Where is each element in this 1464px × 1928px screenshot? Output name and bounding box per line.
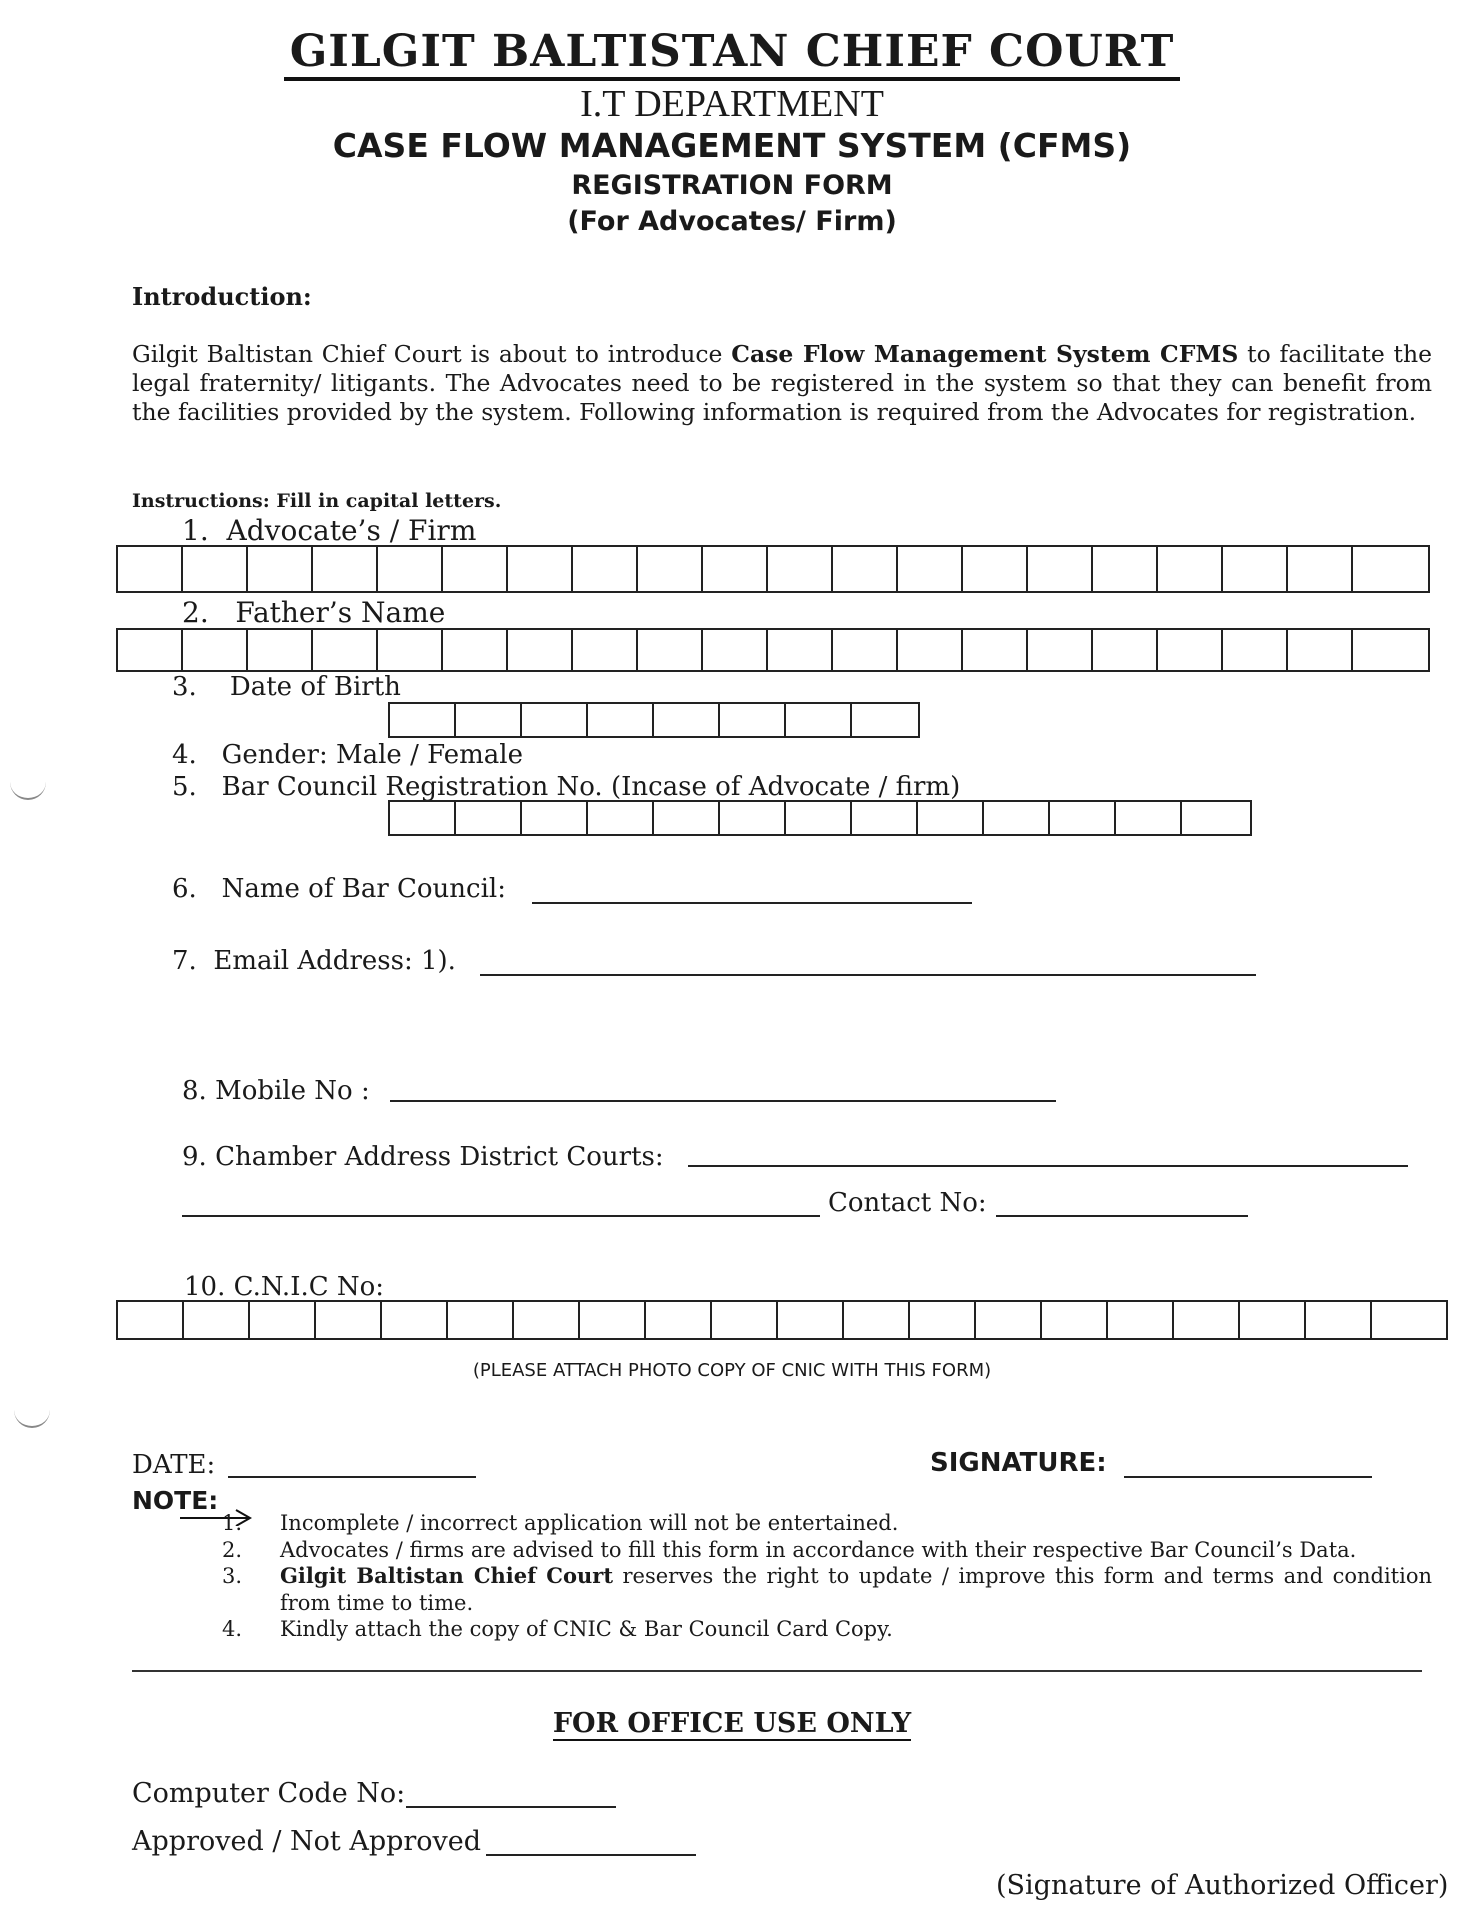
office-use-heading: FOR OFFICE USE ONLY [552,1708,912,1739]
form-subtitle: (For Advocates/ Firm) [567,206,897,237]
digit-box[interactable] [720,704,786,736]
digit-box[interactable] [786,802,852,834]
computer-code-line[interactable] [406,1806,616,1808]
digit-box[interactable] [588,704,654,736]
letter-box[interactable] [248,630,313,670]
fathers-name-boxes[interactable] [116,628,1430,672]
approval-line[interactable] [486,1854,696,1856]
digit-box[interactable] [390,704,456,736]
digit-box[interactable] [448,1302,514,1338]
note-item: 3. Gilgit Baltistan Chief Court reserves the right to update / improve this form and terms and condition from time to time. [222,1563,1433,1615]
letter-box[interactable] [898,547,963,591]
letter-box[interactable] [573,547,638,591]
note-item: 2. Advocates / firms are advised to fill this form in accordance with their respective Bar Council’s Data. [222,1537,1357,1562]
punch-hole-mark [14,1406,50,1428]
letter-box[interactable] [1288,630,1353,670]
signature-label: SIGNATURE: [930,1448,1107,1478]
system-name: CASE FLOW MANAGEMENT SYSTEM (CFMS) [332,126,1132,165]
punch-hole-mark [10,778,46,800]
section-divider [132,1670,1422,1672]
contact-line[interactable] [996,1215,1248,1217]
letter-box[interactable] [183,630,248,670]
introduction-heading: Introduction: [132,282,312,311]
field-8-label: 8. Mobile No : [182,1076,370,1106]
letter-box[interactable] [638,630,703,670]
cnic-attach-note: (PLEASE ATTACH PHOTO COPY OF CNIC WITH THIS FORM) [472,1360,992,1381]
letter-box[interactable] [443,630,508,670]
digit-box[interactable] [316,1302,382,1338]
digit-box[interactable] [786,704,852,736]
digit-box[interactable] [250,1302,316,1338]
field-3-label: 3. Date of Birth [172,672,401,702]
department-name: I.T DEPARTMENT [580,83,884,125]
digit-box[interactable] [1240,1302,1306,1338]
letter-box[interactable] [1353,630,1428,670]
digit-box[interactable] [976,1302,1042,1338]
court-title: GILGIT BALTISTAN CHIEF COURT [0,26,1464,77]
digit-box[interactable] [654,802,720,834]
letter-box[interactable] [573,630,638,670]
field-6-label: 6. Name of Bar Council: [172,874,506,904]
letter-box[interactable] [443,547,508,591]
letter-box[interactable] [378,630,443,670]
note-item: 4. Kindly attach the copy of CNIC & Bar Council Card Copy. [222,1617,893,1641]
note-item: 1. Incomplete / incorrect application will not be entertained. [222,1511,899,1535]
digit-box[interactable] [514,1302,580,1338]
digit-box[interactable] [390,802,456,834]
digit-box[interactable] [456,802,522,834]
instructions: Instructions: Fill in capital letters. [132,490,502,512]
introduction-text: Gilgit Baltistan Chief Court is about to introduce Case Flow Management System CFMS to facilitate the legal fraternity/ litigants. The Advocates need to be registered in the system so that they can benefit from the facilities provided by the system. Following information is required from the Advocates for registration. [132,340,1433,426]
digit-box[interactable] [184,1302,250,1338]
letter-box[interactable] [1353,547,1428,591]
letter-box[interactable] [1028,547,1093,591]
digit-box[interactable] [852,802,918,834]
bar-council-registration-boxes[interactable] [388,800,1252,836]
field-5-label: 5. Bar Council Registration No. (Incase of Advocate / firm) [172,772,961,802]
digit-box[interactable] [1050,802,1116,834]
letter-box[interactable] [898,630,963,670]
field-9-label: 9. Chamber Address District Courts: [182,1142,664,1172]
chamber-address-line[interactable] [688,1165,1408,1167]
approval-label: Approved / Not Approved [132,1826,482,1857]
date-label: DATE: [132,1450,216,1480]
letter-box[interactable] [963,547,1028,591]
authorized-officer-caption: (Signature of Authorized Officer) [996,1870,1449,1901]
letter-box[interactable] [313,630,378,670]
mobile-line[interactable] [390,1100,1056,1102]
digit-box[interactable] [1116,802,1182,834]
form-name: REGISTRATION FORM [571,170,893,201]
letter-box[interactable] [1093,630,1158,670]
date-of-birth-boxes[interactable] [388,702,920,738]
contact-label: Contact No: [828,1188,987,1218]
letter-box[interactable] [963,630,1028,670]
digit-box[interactable] [1042,1302,1108,1338]
letter-box[interactable] [768,630,833,670]
field-1-label: 1. Advocate’s / Firm [182,514,477,547]
digit-box[interactable] [1182,802,1250,834]
letter-box[interactable] [378,547,443,591]
chamber-address-line-2[interactable] [182,1215,820,1217]
digit-box[interactable] [588,802,654,834]
note-list [222,1510,1432,1643]
letter-box[interactable] [118,630,183,670]
letter-box[interactable] [703,630,768,670]
cnic-boxes[interactable] [116,1300,1448,1340]
digit-box[interactable] [918,802,984,834]
digit-box[interactable] [580,1302,646,1338]
letter-box[interactable] [1093,547,1158,591]
digit-box[interactable] [1372,1302,1446,1338]
digit-box[interactable] [646,1302,712,1338]
computer-code-label: Computer Code No: [132,1778,406,1809]
field-7-label: 7. Email Address: 1). [172,946,456,976]
digit-box[interactable] [910,1302,976,1338]
digit-box[interactable] [852,704,918,736]
digit-box[interactable] [778,1302,844,1338]
signature-line[interactable] [1124,1476,1372,1478]
letter-box[interactable] [1028,630,1093,670]
digit-box[interactable] [654,704,720,736]
date-line[interactable] [228,1476,476,1478]
digit-box[interactable] [456,704,522,736]
letter-box[interactable] [1158,630,1223,670]
letter-box[interactable] [1223,630,1288,670]
letter-box[interactable] [1288,547,1353,591]
letter-box[interactable] [508,630,573,670]
letter-box[interactable] [1158,547,1223,591]
letter-box[interactable] [183,547,248,591]
field-4-label: 4. Gender: Male / Female [172,740,523,770]
digit-box[interactable] [720,802,786,834]
letter-box[interactable] [508,547,573,591]
field-2-label: 2. Father’s Name [182,596,446,629]
digit-box[interactable] [522,704,588,736]
digit-box[interactable] [1174,1302,1240,1338]
digit-box[interactable] [844,1302,910,1338]
digit-box[interactable] [522,802,588,834]
digit-box[interactable] [1306,1302,1372,1338]
letter-box[interactable] [768,547,833,591]
letter-box[interactable] [248,547,313,591]
field-10-label: 10. C.N.I.C No: [184,1272,385,1302]
letter-box[interactable] [833,630,898,670]
advocate-firm-boxes[interactable] [116,545,1430,593]
digit-box[interactable] [382,1302,448,1338]
email-line[interactable] [480,974,1256,976]
digit-box[interactable] [1108,1302,1174,1338]
letter-box[interactable] [1223,547,1288,591]
note-heading: NOTE: [132,1486,219,1515]
digit-box[interactable] [712,1302,778,1338]
letter-box[interactable] [118,547,183,591]
letter-box[interactable] [703,547,768,591]
bar-council-name-line[interactable] [532,902,972,904]
digit-box[interactable] [984,802,1050,834]
letter-box[interactable] [833,547,898,591]
digit-box[interactable] [118,1302,184,1338]
letter-box[interactable] [638,547,703,591]
letter-box[interactable] [313,547,378,591]
